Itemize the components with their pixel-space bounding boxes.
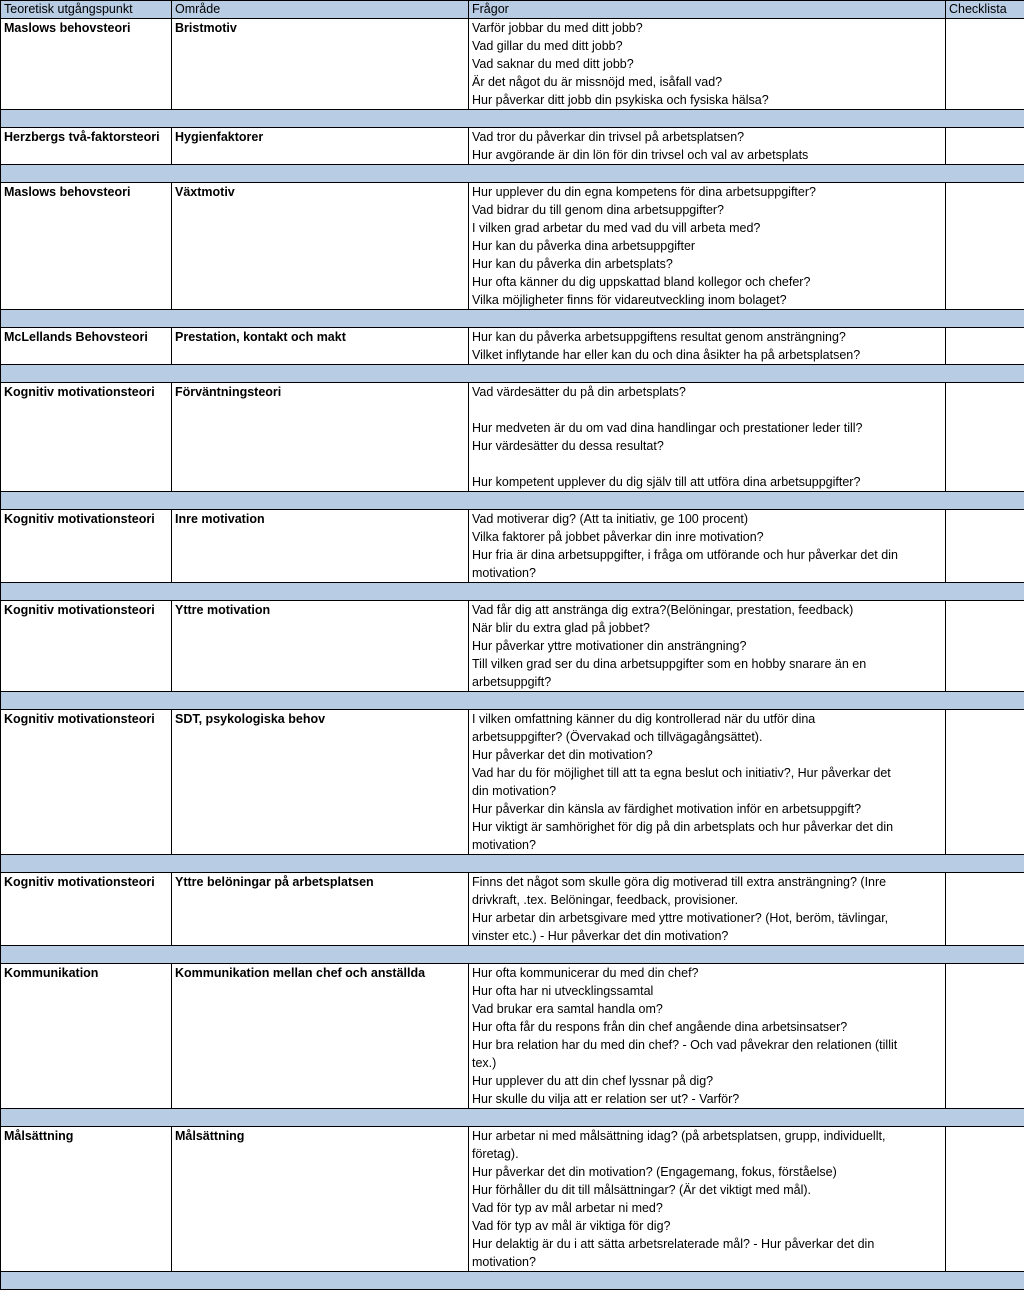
question-line: Hur ofta har ni utvecklingssamtal: [472, 982, 945, 1000]
area-cell: Bristmotiv: [172, 19, 469, 110]
question-line: Finns det något som skulle göra dig motiverad till extra ansträngning? (Inre: [472, 873, 945, 891]
theory-cell: Kognitiv motivationsteori: [1, 601, 172, 692]
question-line: [472, 401, 945, 419]
questions-cell: [469, 383, 946, 492]
question-line: Hur påverkar yttre motivationer din ansträngning?: [472, 637, 945, 655]
area-cell: Målsättning: [172, 1127, 469, 1272]
question-line: Hur påverkar det din motivation? (Engagemang, fokus, förståelse): [472, 1163, 945, 1181]
table-row: [1, 964, 1024, 1109]
questions-cell: [469, 1127, 946, 1272]
question-line: Hur upplever du att din chef lyssnar på dig?: [472, 1072, 945, 1090]
theory-cell: Kommunikation: [1, 964, 172, 1109]
question-line: Vilket inflytande har eller kan du och dina åsikter ha på arbetsplatsen?: [472, 346, 945, 364]
question-line: Hur ofta känner du dig uppskattad bland kollegor och chefer?: [472, 273, 945, 291]
spacer-cell: [1, 692, 1024, 710]
spacer-row: [1, 365, 1024, 383]
question-line: Hur upplever du din egna kompetens för dina arbetsuppgifter?: [472, 183, 945, 201]
question-line: företag).: [472, 1145, 945, 1163]
spacer-cell: [1, 165, 1024, 183]
header-area: Område: [172, 1, 469, 19]
question-line: Vilka möjligheter finns för vidareutveckling inom bolaget?: [472, 291, 945, 309]
spacer-row: [1, 583, 1024, 601]
checklist-cell[interactable]: [946, 510, 1024, 583]
questions-cell: [469, 328, 946, 365]
question-line: motivation?: [472, 836, 945, 854]
checklist-cell[interactable]: [946, 183, 1024, 310]
question-line: Hur ofta kommunicerar du med din chef?: [472, 964, 945, 982]
question-line: Hur kompetent upplever du dig själv till att utföra dina arbetsuppgifter?: [472, 473, 945, 491]
spacer-row: [1, 110, 1024, 128]
spacer-row: [1, 1109, 1024, 1127]
question-line: Varför jobbar du med ditt jobb?: [472, 19, 945, 37]
spacer-cell: [1, 492, 1024, 510]
spacer-row: [1, 946, 1024, 964]
question-line: [472, 455, 945, 473]
area-cell: Inre motivation: [172, 510, 469, 583]
question-line: motivation?: [472, 564, 945, 582]
theory-cell: McLellands Behovsteori: [1, 328, 172, 365]
question-line: Hur medveten är du om vad dina handlingar och prestationer leder till?: [472, 419, 945, 437]
question-line: Hur viktigt är samhörighet för dig på din arbetsplats och hur påverkar det din: [472, 818, 945, 836]
table-row: [1, 873, 1024, 946]
question-line: Vad värdesätter du på din arbetsplats?: [472, 383, 945, 401]
checklist-cell[interactable]: [946, 710, 1024, 855]
question-line: Hur påverkar ditt jobb din psykiska och fysiska hälsa?: [472, 91, 945, 109]
checklist-cell[interactable]: [946, 383, 1024, 492]
theory-cell: Maslows behovsteori: [1, 183, 172, 310]
question-line: Vilka faktorer på jobbet påverkar din inre motivation?: [472, 528, 945, 546]
theory-cell: Kognitiv motivationsteori: [1, 873, 172, 946]
questions-cell: [469, 873, 946, 946]
questions-cell: [469, 710, 946, 855]
area-cell: Yttre belöningar på arbetsplatsen: [172, 873, 469, 946]
question-line: Hur kan du påverka dina arbetsuppgifter: [472, 237, 945, 255]
questions-cell: [469, 19, 946, 110]
question-line: Vad brukar era samtal handla om?: [472, 1000, 945, 1018]
table-row: [1, 19, 1024, 110]
question-line: Vad gillar du med ditt jobb?: [472, 37, 945, 55]
theory-cell: Kognitiv motivationsteori: [1, 710, 172, 855]
spacer-cell: [1, 583, 1024, 601]
spacer-cell: [1, 1272, 1024, 1290]
area-cell: Växtmotiv: [172, 183, 469, 310]
table-row: [1, 128, 1024, 165]
header-row: [1, 1, 1024, 19]
spacer-row: [1, 492, 1024, 510]
checklist-cell[interactable]: [946, 128, 1024, 165]
question-line: Är det något du är missnöjd med, isåfall vad?: [472, 73, 945, 91]
question-line: Vad för typ av mål är viktiga för dig?: [472, 1217, 945, 1235]
spacer-cell: [1, 110, 1024, 128]
checklist-cell[interactable]: [946, 19, 1024, 110]
theory-cell: Maslows behovsteori: [1, 19, 172, 110]
table-body: [1, 19, 1024, 1290]
checklist-cell[interactable]: [946, 601, 1024, 692]
question-line: arbetsuppgift?: [472, 673, 945, 691]
table-row: [1, 1127, 1024, 1272]
question-line: Vad tror du påverkar din trivsel på arbetsplatsen?: [472, 128, 945, 146]
table-row: [1, 383, 1024, 492]
spacer-cell: [1, 946, 1024, 964]
question-line: Hur påverkar det din motivation?: [472, 746, 945, 764]
question-line: Vad har du för möjlighet till att ta egna beslut och initiativ?, Hur påverkar det: [472, 764, 945, 782]
table-row: [1, 328, 1024, 365]
question-line: Hur bra relation har du med din chef? - Och vad påvekrar den relationen (tillit: [472, 1036, 945, 1054]
area-cell: Kommunikation mellan chef och anställda: [172, 964, 469, 1109]
question-line: drivkraft, .tex. Belöningar, feedback, provisioner.: [472, 891, 945, 909]
question-line: Hur fria är dina arbetsuppgifter, i fråga om utförande och hur påverkar det din: [472, 546, 945, 564]
table-row: [1, 510, 1024, 583]
area-cell: Yttre motivation: [172, 601, 469, 692]
table-row: [1, 601, 1024, 692]
question-line: din motivation?: [472, 782, 945, 800]
question-line: Hur delaktig är du i att sätta arbetsrelaterade mål? - Hur påverkar det din: [472, 1235, 945, 1253]
spacer-cell: [1, 855, 1024, 873]
question-line: Vad för typ av mål arbetar ni med?: [472, 1199, 945, 1217]
area-cell: SDT, psykologiska behov: [172, 710, 469, 855]
question-line: vinster etc.) - Hur påverkar det din motivation?: [472, 927, 945, 945]
question-line: Hur kan du påverka din arbetsplats?: [472, 255, 945, 273]
question-line: Vad saknar du med ditt jobb?: [472, 55, 945, 73]
question-line: Hur ofta får du respons från din chef angående dina arbetsinsatser?: [472, 1018, 945, 1036]
spacer-row: [1, 692, 1024, 710]
question-line: Hur arbetar din arbetsgivare med yttre motivationer? (Hot, beröm, tävlingar,: [472, 909, 945, 927]
question-line: I vilken omfattning känner du dig kontrollerad när du utför dina: [472, 710, 945, 728]
header-questions: Frågor: [469, 1, 946, 19]
questions-cell: [469, 510, 946, 583]
table-row: [1, 710, 1024, 855]
question-line: Hur avgörande är din lön för din trivsel och val av arbetsplats: [472, 146, 945, 164]
question-line: Hur kan du påverka arbetsuppgiftens resultat genom ansträngning?: [472, 328, 945, 346]
question-line: Hur påverkar din känsla av färdighet motivation inför en arbetsuppgift?: [472, 800, 945, 818]
questions-cell: [469, 128, 946, 165]
question-line: Vad får dig att anstränga dig extra?(Belöningar, prestation, feedback): [472, 601, 945, 619]
spacer-row: [1, 165, 1024, 183]
spacer-cell: [1, 1109, 1024, 1127]
question-line: Hur värdesätter du dessa resultat?: [472, 437, 945, 455]
spacer-row: [1, 310, 1024, 328]
spacer-cell: [1, 365, 1024, 383]
area-cell: Hygienfaktorer: [172, 128, 469, 165]
spacer-row: [1, 1272, 1024, 1290]
question-line: Vad motiverar dig? (Att ta initiativ, ge 100 procent): [472, 510, 945, 528]
question-line: Hur skulle du vilja att er relation ser ut? - Varför?: [472, 1090, 945, 1108]
checklist-cell[interactable]: [946, 964, 1024, 1109]
checklist-cell[interactable]: [946, 873, 1024, 946]
question-line: tex.): [472, 1054, 945, 1072]
question-line: Hur förhåller du dit till målsättningar? (Är det viktigt med mål).: [472, 1181, 945, 1199]
question-line: motivation?: [472, 1253, 945, 1271]
theory-cell: Kognitiv motivationsteori: [1, 383, 172, 492]
question-line: När blir du extra glad på jobbet?: [472, 619, 945, 637]
checklist-cell[interactable]: [946, 328, 1024, 365]
header-theory: Teoretisk utgångspunkt: [1, 1, 172, 19]
questions-cell: [469, 601, 946, 692]
theory-cell: Målsättning: [1, 1127, 172, 1272]
theory-cell: Kognitiv motivationsteori: [1, 510, 172, 583]
checklist-cell[interactable]: [946, 1127, 1024, 1272]
questions-cell: [469, 964, 946, 1109]
spacer-row: [1, 855, 1024, 873]
area-cell: Prestation, kontakt och makt: [172, 328, 469, 365]
header-checklist: Checklista: [946, 1, 1024, 19]
question-line: Vad bidrar du till genom dina arbetsuppgifter?: [472, 201, 945, 219]
spacer-cell: [1, 310, 1024, 328]
table-row: [1, 183, 1024, 310]
question-line: arbetsuppgifter? (Övervakad och tillvägagångsättet).: [472, 728, 945, 746]
theory-cell: Herzbergs två-faktorsteori: [1, 128, 172, 165]
question-line: Till vilken grad ser du dina arbetsuppgifter som en hobby snarare än en: [472, 655, 945, 673]
area-cell: Förväntningsteori: [172, 383, 469, 492]
question-line: Hur arbetar ni med målsättning idag? (på arbetsplatsen, grupp, individuellt,: [472, 1127, 945, 1145]
questions-cell: [469, 183, 946, 310]
question-line: I vilken grad arbetar du med vad du vill arbeta med?: [472, 219, 945, 237]
